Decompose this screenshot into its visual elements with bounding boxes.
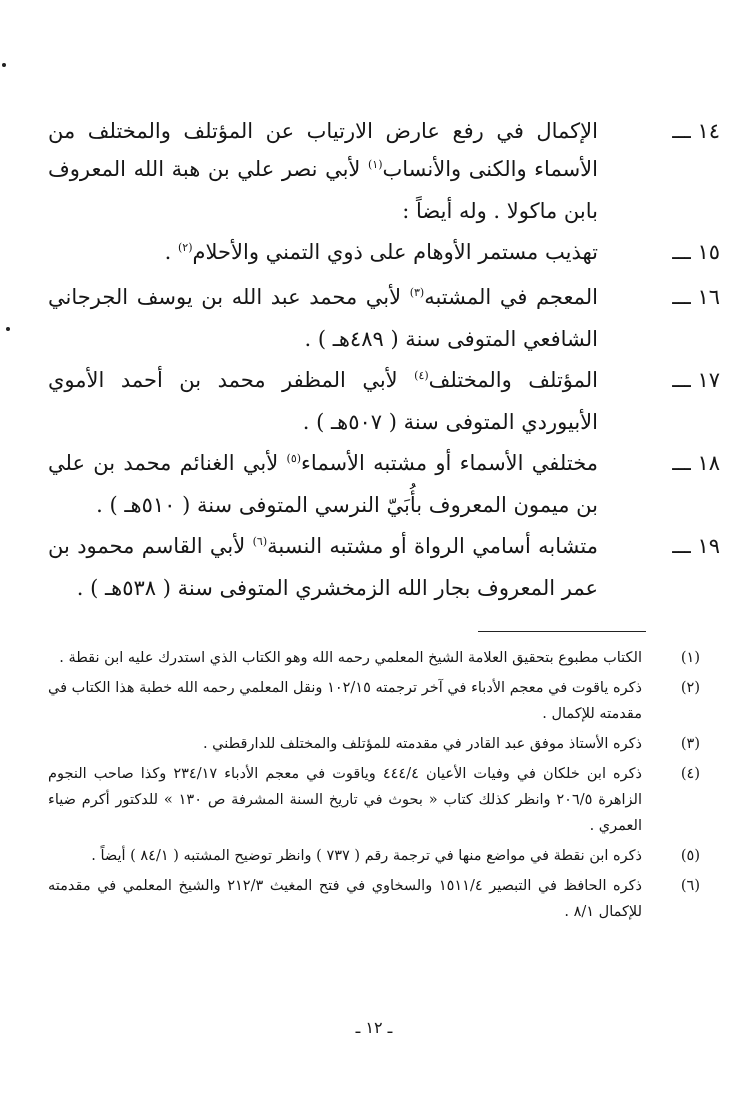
margin-mark-middle bbox=[6, 327, 10, 331]
entry-title: المؤتلف والمختلف bbox=[428, 368, 599, 392]
footnote-text: ذكره ابن خلكان في وفيات الأعيان ٤٤٤/٤ وياقوت في معجم الأدباء ٢٣٤/١٧ وكذا صاحب النجوم الزاهرة ٢٠٦/٥ وانظر كذلك كتاب « بحوث في تاريخ السنة المشرفة ص ١٣٠ » للدكتور أكرم ضياء العمري . bbox=[48, 766, 642, 834]
entry-text: لأبي القاسم محمود بن عمر المعروف بجار الله الزمخشري المتوفى سنة ( ٥٣٨هـ ) . bbox=[48, 534, 598, 600]
entry-number: ١٩ ـــ bbox=[672, 534, 720, 558]
footnote-2 bbox=[48, 675, 700, 727]
entry-17 bbox=[48, 361, 720, 441]
entry-number: ١٤ ـــ bbox=[672, 119, 720, 143]
footnote-1 bbox=[48, 645, 700, 671]
entry-title: المعجم في المشتبه bbox=[424, 285, 598, 309]
entry-title: متشابه أسامي الرواة أو مشتبه النسبة bbox=[267, 534, 598, 558]
footnote-ref: (٣) bbox=[409, 286, 425, 299]
entry-title: تهذيب مستمر الأوهام على ذوي التمني والأحلام bbox=[192, 240, 598, 264]
entry-number: ١٨ ـــ bbox=[672, 451, 720, 475]
footnote-number: (٣) bbox=[680, 736, 700, 752]
entry-title: مختلفي الأسماء أو مشتبه الأسماء bbox=[301, 451, 598, 475]
footnote-4 bbox=[48, 761, 700, 839]
footnote-text: ذكره الحافظ في التبصير ١٥١١/٤ والسخاوي في فتح المغيث ٢١٢/٣ والشيخ المعلمي في مقدمته للإكمال ٨/١ . bbox=[48, 878, 643, 920]
entry-number: ١٧ ـــ bbox=[672, 368, 720, 392]
entry-text: لأبي محمد عبد الله بن يوسف الجرجاني الشافعي المتوفى سنة ( ٤٨٩هـ ) . bbox=[48, 285, 598, 351]
footnote-number: (١) bbox=[680, 650, 700, 666]
entry-text: . bbox=[164, 240, 178, 264]
entry-18 bbox=[48, 444, 720, 524]
footnote-text: ذكره ابن نقطة في مواضع منها في ترجمة رقم ( ٧٣٧ ) وانظر توضيح المشتبه ( ٨٤/١ ) أيضاً . bbox=[91, 848, 642, 864]
entry-title: الإكمال في رفع عارض الارتياب عن المؤتلف والمختلف من الأسماء والكنى والأنساب bbox=[48, 119, 598, 181]
footnote-ref: (١) bbox=[367, 158, 383, 171]
entry-text: لأبي نصر علي بن هبة الله المعروف بابن ماكولا . وله أيضاً : bbox=[48, 157, 598, 223]
footnote-6 bbox=[48, 873, 700, 925]
footnote-number: (٤) bbox=[680, 766, 700, 782]
entry-14 bbox=[48, 112, 720, 230]
footnote-number: (٢) bbox=[680, 680, 700, 696]
footnote-separator bbox=[478, 631, 646, 632]
footnote-3 bbox=[48, 731, 700, 757]
entry-text: لأبي الغنائم محمد بن علي بن ميمون المعروف بأُبَيّ النرسي المتوفى سنة ( ٥١٠هـ ) . bbox=[48, 451, 598, 517]
footnote-text: الكتاب مطبوع بتحقيق العلامة الشيخ المعلمي رحمه الله وهو الكتاب الذي استدرك عليه ابن نقطة . bbox=[59, 650, 642, 666]
margin-mark-top bbox=[2, 63, 6, 67]
footnote-ref: (٢) bbox=[178, 241, 193, 254]
footnote-number: (٦) bbox=[680, 878, 700, 894]
entry-19 bbox=[48, 527, 720, 607]
entry-15 bbox=[48, 233, 720, 275]
footnote-number: (٥) bbox=[680, 848, 700, 864]
entry-16 bbox=[48, 278, 720, 358]
entry-number: ١٦ ـــ bbox=[672, 285, 720, 309]
entry-number: ١٥ ـــ bbox=[672, 240, 720, 264]
footnote-text: ذكره ياقوت في معجم الأدباء في آخر ترجمته ١٠٢/١٥ ونقل المعلمي رحمه الله خطبة هذا الكتاب في مقدمته للإكمال . bbox=[48, 680, 642, 722]
footnote-ref: (٦) bbox=[252, 535, 268, 548]
footnotes bbox=[48, 645, 700, 929]
footnote-ref: (٤) bbox=[414, 369, 429, 382]
entry-text: لأبي المظفر محمد بن أحمد الأموي الأبيوردي المتوفى سنة ( ٥٠٧هـ ) . bbox=[48, 368, 598, 434]
footnote-5 bbox=[48, 843, 700, 869]
main-text bbox=[48, 112, 720, 607]
footnote-text: ذكره الأستاذ موفق عبد القادر في مقدمته للمؤتلف والمختلف للدارقطني . bbox=[202, 736, 642, 752]
footnote-ref: (٥) bbox=[286, 452, 302, 465]
page-number: ـ ١٢ ـ bbox=[355, 1018, 393, 1037]
